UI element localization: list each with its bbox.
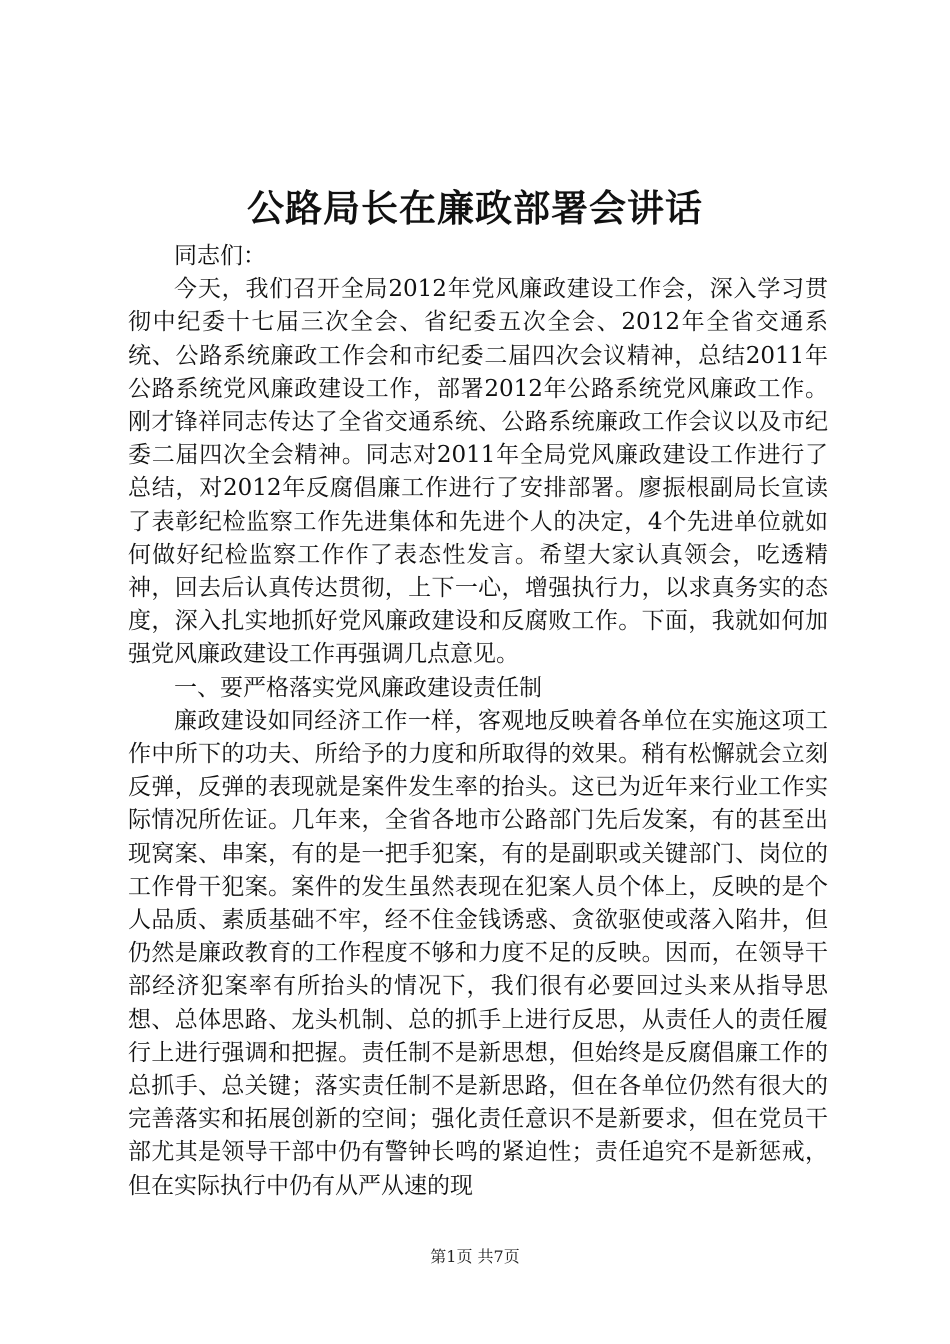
page-number-footer: 第1页 共7页 (430, 1247, 520, 1266)
document-title: 公路局长在廉政部署会讲话 (247, 186, 703, 230)
section-heading: 一、要严格落实党风廉政建设责任制 (174, 674, 542, 701)
section-body-paragraph: 廉政建设如同经济工作一样，客观地反映着各单位在实施这项工作中所下的功夫、所给予的力度和所取得的效果。稍有松懈就会立刻反弹，反弹的表现就是案件发生率的抬头。这已为近年来行业工作实际情况所佐证。几年来，全省各地市公路部门先后发案，有的甚至出现窝案、串案，有的是一把手犯案，有的是副职或关键部门、岗位的工作骨干犯案。案件的发生虽然表现在犯案人员个体上，反映的是个人品质、素质基础不牢，经不住金钱诱惑、贪欲驱使或落入陷井，但仍然是廉政教育的工作程度不够和力度不足的反映。因而，在领导干部经济犯案率有所抬头的情况下，我们很有必要回过头来从指导思想、总体思路、龙头机制、总的抓手上进行反思，从责任人的责任履行上进行强调和把握。责任制不是新思想，但始终是反腐倡廉工作的总抓手、总关键；落实责任制不是新思路，但在各单位仍然有很大的完善落实和拓展创新的空间；强化责任意识不是新要求，但在党员干部尤其是领导干部中仍有警钟长鸣的紧迫性；责任追究不是新惩戒，但在实际执行中仍有从严从速的现 (128, 707, 828, 1199)
intro-paragraph: 今天，我们召开全局2012年党风廉政建设工作会，深入学习贯彻中纪委十七届三次全会、省纪委五次全会、2012年全省交通系统、公路系统廉政工作会和市纪委二届四次会议精神，总结2011年公路系统党风廉政建设工作，部署2012年公路系统党风廉政工作。刚才锋祥同志传达了全省交通系统、公路系统廉政工作会议以及市纪委二届四次全会精神。同志对2011年全局党风廉政建设工作进行了总结，对2012年反腐倡廉工作进行了安排部署。廖振根副局长宣读了表彰纪检监察工作先进集体和先进个人的决定，4个先进单位就如何做好纪检监察工作作了表态性发言。希望大家认真领会，吃透精神，回去后认真传达贯彻，上下一心，增强执行力，以求真务实的态度，深入扎实地抓好党风廉政建设和反腐败工作。下面，我就如何加强党风廉政建设工作再强调几点意见。 (128, 276, 828, 668)
document-body (128, 240, 828, 1203)
salutation-paragraph: 同志们： (174, 243, 266, 269)
